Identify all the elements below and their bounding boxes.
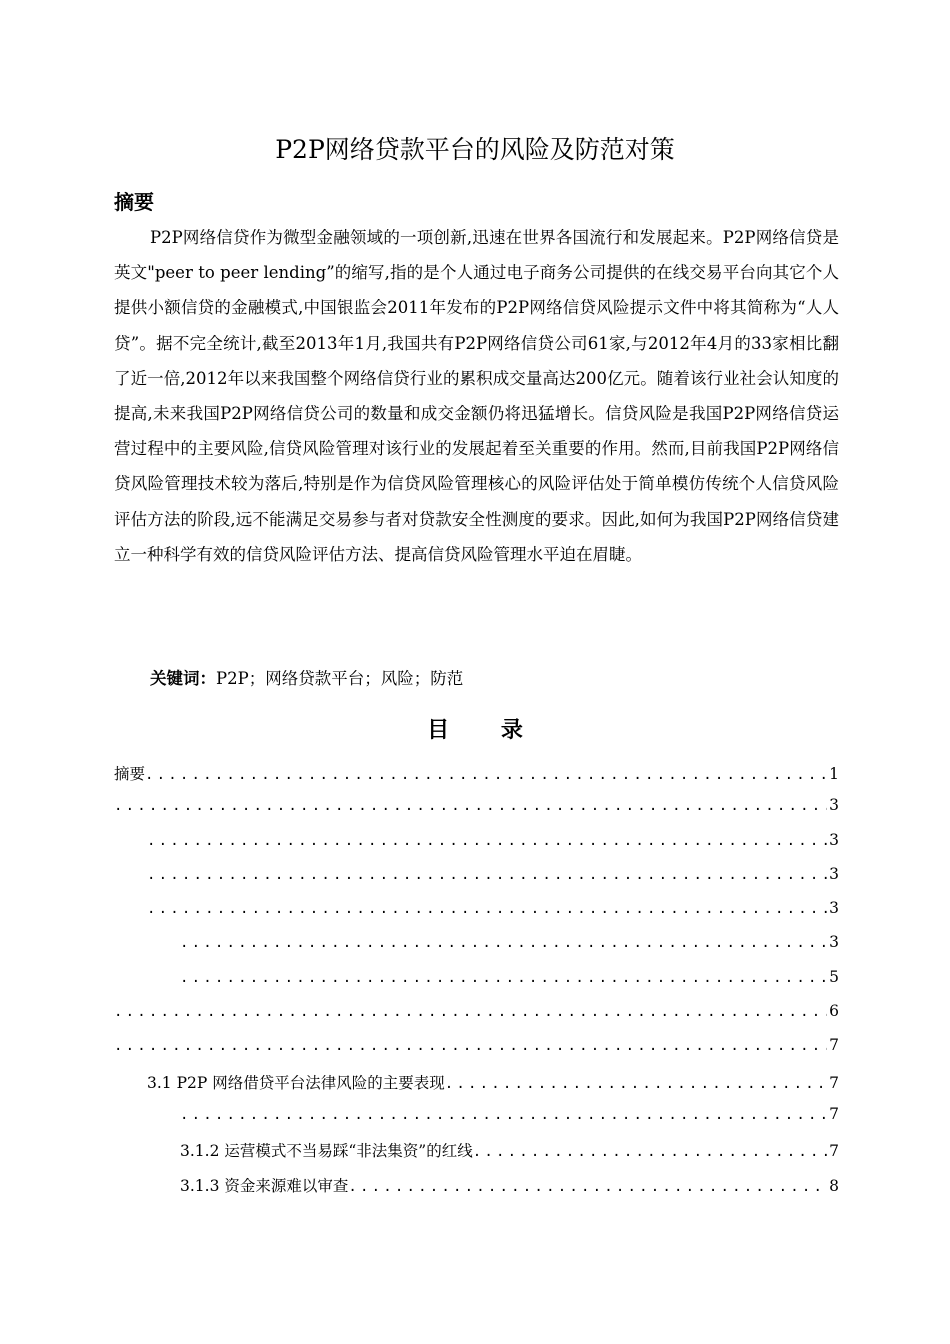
toc-leader-dots xyxy=(180,935,827,951)
toc-entry-label: 3.1 P2P 网络借贷平台法律风险的主要表现 xyxy=(147,1073,445,1092)
toc-leader-dots xyxy=(180,1107,827,1123)
toc-page-number: 1 xyxy=(829,765,839,783)
toc-page-number: 3 xyxy=(829,864,839,883)
toc-entry-abstract[interactable] xyxy=(114,762,839,796)
toc-leader-dots xyxy=(147,867,827,883)
toc-page-number: 8 xyxy=(829,1176,839,1195)
abstract-heading: 摘要 xyxy=(114,190,154,214)
toc-page-number: 7 xyxy=(829,1142,839,1161)
toc-page-number: 6 xyxy=(829,1002,839,1021)
toc-page-number: 5 xyxy=(829,967,839,986)
toc-page-number: 3 xyxy=(829,899,839,918)
toc-leader-dots xyxy=(445,1076,827,1092)
toc-page-number: 3 xyxy=(829,830,839,849)
keywords-text: P2P；网络贷款平台；风险；防范 xyxy=(216,669,464,688)
toc-page-number: 3 xyxy=(829,796,839,815)
toc-leader-dots xyxy=(147,833,827,849)
toc-heading: 目 录 xyxy=(427,718,545,743)
toc-entry[interactable] xyxy=(114,796,839,830)
toc-entry[interactable] xyxy=(114,1036,839,1070)
toc-entry[interactable] xyxy=(114,899,839,933)
table-of-contents xyxy=(114,762,839,1208)
toc-entry[interactable] xyxy=(114,933,839,967)
toc-entry[interactable] xyxy=(114,1105,839,1139)
toc-leader-dots xyxy=(147,901,827,917)
toc-leader-dots xyxy=(114,1038,827,1054)
toc-page-number: 3 xyxy=(829,933,839,952)
toc-leader-dots xyxy=(180,970,827,986)
toc-page-number: 7 xyxy=(829,1104,839,1123)
toc-entry[interactable] xyxy=(114,1002,839,1036)
toc-entry-3-1[interactable] xyxy=(114,1071,839,1105)
toc-leader-dots xyxy=(114,798,827,814)
toc-entry-label: 3.1.2 运营模式不当易踩“非法集资”的红线 xyxy=(180,1142,473,1161)
toc-entry-3-1-2[interactable] xyxy=(114,1139,839,1173)
toc-entry[interactable] xyxy=(114,968,839,1002)
toc-page-number: 7 xyxy=(829,1073,839,1092)
keywords-label: 关键词： xyxy=(150,669,216,688)
toc-leader-dots xyxy=(145,767,827,783)
toc-entry[interactable] xyxy=(114,831,839,865)
toc-entry-3-1-3[interactable] xyxy=(114,1174,839,1208)
document-title: P2P网络贷款平台的风险及防范对策 xyxy=(275,135,675,164)
toc-leader-dots xyxy=(114,1004,827,1020)
abstract-paragraph: P2P网络信贷作为微型金融领域的一项创新,迅速在世界各国流行和发展起来。P2P网络信贷是英文"peer to peer lending”的缩写,指的是个人通过电子商务公司提供的在线交易平台向其它个人提供小额信贷的金融模式,中国银监会2011年发布的P2P网络信贷风险提示文件中将其简称为“人人贷”。据不完全统计,截至2013年1月,我国共有P2P网络信贷公司61家,与2012年4月的33家相比翻了近一倍,2012年以来我国整个网络信贷行业的累积成交量高达200亿元。随着该行业社会认知度的提高,未来我国P2P网络信贷公司的数量和成交金额仍将迅猛增长。信贷风险是我国P2P网络信贷运营过程中的主要风险,信贷风险管理对该行业的发展起着至关重要的作用。然而,目前我国P2P网络信贷风险管理技术较为落后,特别是作为信贷风险管理核心的风险评估处于简单模仿传统个人信贷风险评估方法的阶段,远不能满足交易参与者对贷款安全性测度的要求。因此,如何为我国P2P网络信贷建立一种科学有效的信贷风险评估方法、提高信贷风险管理水平迫在眉睫。 xyxy=(114,228,839,564)
toc-leader-dots xyxy=(473,1144,827,1160)
toc-entry-label: 摘要 xyxy=(114,765,146,783)
toc-leader-dots xyxy=(348,1179,827,1195)
toc-page-number: 7 xyxy=(829,1036,839,1055)
keywords-line xyxy=(150,665,463,689)
toc-entry-label: 3.1.3 资金来源难以审查 xyxy=(180,1176,349,1195)
toc-entry[interactable] xyxy=(114,865,839,899)
